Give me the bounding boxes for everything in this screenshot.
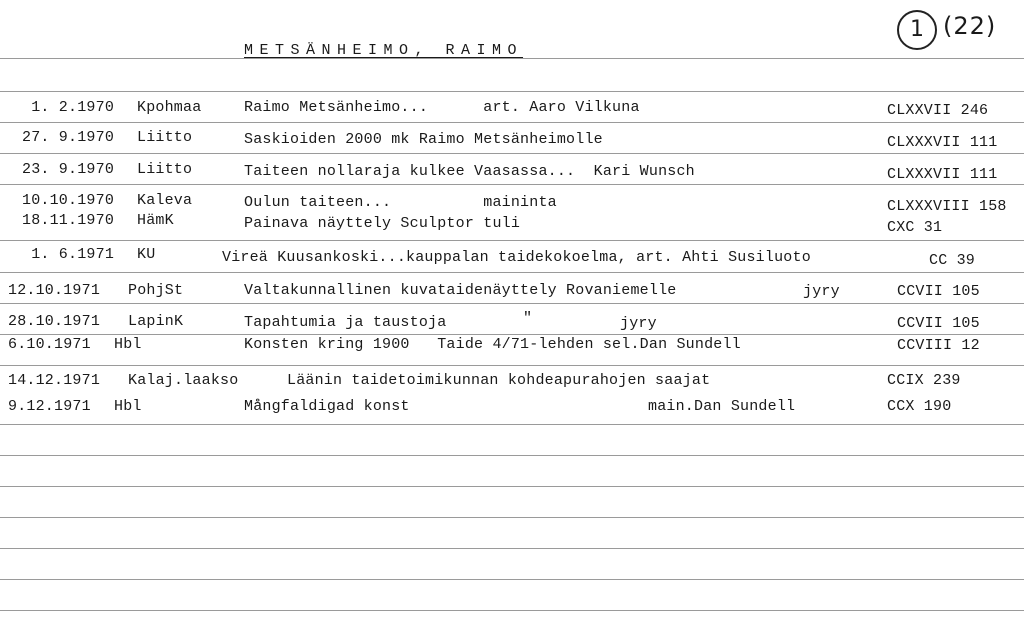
entry-text: Mångfaldigad konst — [244, 398, 410, 415]
entry-ref: CLXXXVII 111 — [887, 134, 998, 151]
entry-date: 27. 9.1970 — [22, 129, 115, 146]
entry-ref: CLXXXVIII 158 — [887, 198, 1007, 215]
rule-line — [0, 240, 1024, 241]
entry-date: 6.10.1971 — [8, 336, 91, 353]
entry-date: 28.10.1971 — [8, 313, 101, 330]
entry-date: 9.12.1971 — [8, 398, 91, 415]
rule-line — [0, 91, 1024, 92]
entry-ref: CCVII 105 — [897, 315, 980, 332]
rule-line — [0, 184, 1024, 185]
entry-date: 1. 2.1970 — [22, 99, 115, 116]
rule-line — [0, 303, 1024, 304]
entry-text: Valtakunnallinen kuvataidenäyttely Rovaniemelle — [244, 282, 677, 299]
rule-line — [0, 334, 1024, 335]
entry-source: Liitto — [137, 161, 193, 178]
entry-date: 12.10.1971 — [8, 282, 101, 299]
ditto-mark: " — [523, 310, 533, 327]
entry-source: HämK — [137, 212, 174, 229]
rule-line — [0, 365, 1024, 366]
entry-text: Vireä Kuusankoski...kauppalan taidekokoelma, art. Ahti Susiluoto — [222, 249, 811, 266]
rule-line — [0, 517, 1024, 518]
rule-line — [0, 548, 1024, 549]
entry-ref: CCX 190 — [887, 398, 952, 415]
entry-date: 18.11.1970 — [22, 212, 115, 229]
card-number: 1 — [897, 10, 937, 50]
entry-date: 1. 6.1971 — [22, 246, 115, 263]
entry-text: Saskioiden 2000 mk Raimo Metsänheimolle — [244, 131, 603, 148]
entry-text: Läänin taidetoimikunnan kohdeapurahojen saajat — [287, 372, 711, 389]
entry-text: Konsten kring 1900 Taide 4/71-lehden sel.Dan Sundell — [244, 336, 741, 353]
entry-extra: jyry — [803, 283, 840, 300]
rule-line — [0, 424, 1024, 425]
entry-ref: CC 39 — [929, 252, 976, 269]
rule-line — [0, 272, 1024, 273]
entry-source: Kaleva — [137, 192, 193, 209]
rule-line — [0, 153, 1024, 154]
entry-date: 14.12.1971 — [8, 372, 101, 389]
entry-text: Raimo Metsänheimo... art. Aaro Vilkuna — [244, 99, 640, 116]
entry-source: Liitto — [137, 129, 193, 146]
entry-text: Taiteen nollaraja kulkee Vaasassa... Kari Wunsch — [244, 163, 695, 180]
rule-line — [0, 455, 1024, 456]
rule-line — [0, 579, 1024, 580]
entry-ref: CXC 31 — [887, 219, 943, 236]
entry-ref: CLXXXVII 111 — [887, 166, 998, 183]
entry-ref: CLXXVII 246 — [887, 102, 989, 119]
entry-ref: CCVIII 12 — [897, 337, 980, 354]
entry-extra: jyry — [620, 315, 657, 332]
entry-source: KU — [137, 246, 156, 263]
entry-source: LapinK — [128, 313, 184, 330]
entry-text: Painava näyttely Sculptor tuli — [244, 215, 521, 232]
rule-line — [0, 610, 1024, 611]
card-title: METSÄNHEIMO, RAIMO — [244, 42, 524, 59]
entry-source: Hbl — [114, 398, 142, 415]
entry-date: 10.10.1970 — [22, 192, 115, 209]
entry-text: Oulun taiteen... maininta — [244, 194, 557, 211]
entry-ref: CCIX 239 — [887, 372, 961, 389]
entry-source: PohjSt — [128, 282, 184, 299]
entry-source: Kpohmaa — [137, 99, 202, 116]
entry-source: Hbl — [114, 336, 142, 353]
entry-source: Kalaj.laakso — [128, 372, 239, 389]
entry-text: Tapahtumia ja taustoja — [244, 314, 447, 331]
rule-line — [0, 486, 1024, 487]
entry-ref: CCVII 105 — [897, 283, 980, 300]
entry-date: 23. 9.1970 — [22, 161, 115, 178]
entry-extra: main.Dan Sundell — [648, 398, 796, 415]
card-total: (22) — [943, 12, 997, 40]
rule-line — [0, 122, 1024, 123]
